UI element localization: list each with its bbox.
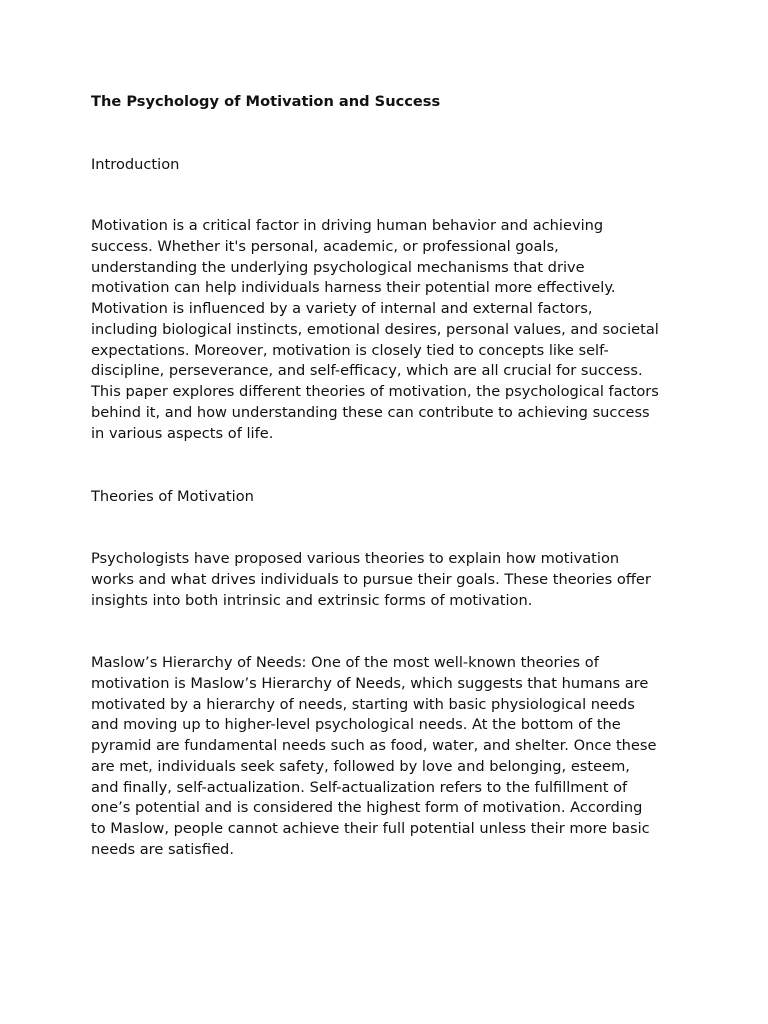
paragraph-line: motivation is Maslow’s Hierarchy of Needs, which suggests that humans are xyxy=(91,674,649,692)
paragraph-line: works and what drives individuals to pursue their goals. These theories offer xyxy=(91,570,651,588)
paragraph-line: one’s potential and is considered the highest form of motivation. According xyxy=(91,799,643,817)
paragraph-line: pyramid are fundamental needs such as food, water, and shelter. Once these xyxy=(91,737,657,754)
paragraph-line: discipline, perseverance, and self-efficacy, which are all crucial for success. xyxy=(91,362,643,380)
paragraph-line: and moving up to higher-level psychological needs. At the bottom of the xyxy=(91,716,621,734)
paragraph-line: are met, individuals seek safety, followed by love and belonging, esteem, xyxy=(91,757,630,775)
paragraph-line: This paper explores different theories of motivation, the psychological factors xyxy=(91,383,659,400)
paragraph-line: behind it, and how understanding these can contribute to achieving success xyxy=(91,403,650,421)
paragraph-line: Maslow’s Hierarchy of Needs: One of the most well-known theories of xyxy=(91,654,599,671)
paragraph-line: success. Whether it's personal, academic, or professional goals, xyxy=(91,237,559,255)
introduction-paragraph xyxy=(91,216,691,444)
paragraph-line: and finally, self-actualization. Self-actualization refers to the fulfillment of xyxy=(91,778,628,796)
paragraph-line: expectations. Moreover, motivation is closely tied to concepts like self- xyxy=(91,341,609,359)
paragraph-line: Motivation is influenced by a variety of internal and external factors, xyxy=(91,300,593,317)
paragraph-line: to Maslow, people cannot achieve their full potential unless their more basic xyxy=(91,820,650,837)
maslow-paragraph xyxy=(91,653,691,861)
paragraph-line: motivation can help individuals harness their potential more effectively. xyxy=(91,279,616,297)
document-title: The Psychology of Motivation and Success xyxy=(91,93,441,110)
paragraph-line: understanding the underlying psychological mechanisms that drive xyxy=(91,258,585,276)
paragraph-line: motivated by a hierarchy of needs, starting with basic physiological needs xyxy=(91,695,635,713)
paragraph-line: including biological instincts, emotional desires, personal values, and societal xyxy=(91,320,659,338)
section-heading-introduction: Introduction xyxy=(91,156,180,173)
paragraph-line: Psychologists have proposed various theories to explain how motivation xyxy=(91,550,620,567)
section-heading-theories: Theories of Motivation xyxy=(91,488,254,505)
paragraph-line: Motivation is a critical factor in driving human behavior and achieving xyxy=(91,217,604,234)
theories-paragraph xyxy=(91,549,691,611)
paragraph-line: in various aspects of life. xyxy=(91,424,274,442)
paragraph-line: needs are satisfied. xyxy=(91,840,234,858)
paragraph-line: insights into both intrinsic and extrinsic forms of motivation. xyxy=(91,591,533,609)
